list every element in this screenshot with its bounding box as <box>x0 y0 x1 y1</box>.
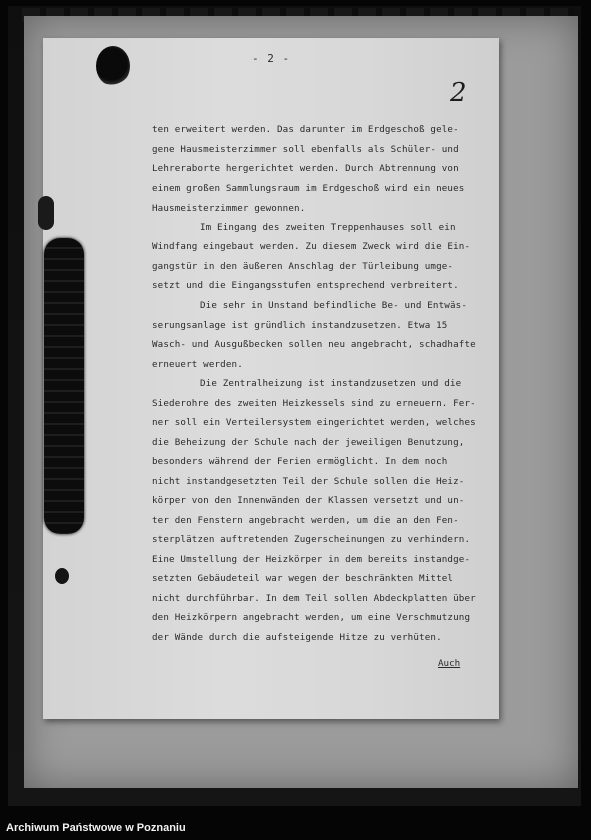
text-line: Wasch- und Ausgußbecken sollen neu angebracht, schadhafte <box>152 339 476 350</box>
text-line: serungsanlage ist gründlich instandzusetzen. Etwa 15 <box>152 320 448 331</box>
text-line: Die sehr in Unstand befindliche Be- und Entwäs- <box>200 300 468 311</box>
text-line: ten erweitert werden. Das darunter im Erdgeschoß gele- <box>152 124 459 135</box>
binding-strip <box>44 238 84 534</box>
text-line: setzt und die Eingangsstufen entsprechend verbreitert. <box>152 280 459 291</box>
text-line: Hausmeisterzimmer gewonnen. <box>152 203 306 214</box>
text-line: besonders während der Ferien ermöglicht. In dem noch <box>152 456 448 467</box>
text-line: Die Zentralheizung ist instandzusetzen und die <box>200 378 462 389</box>
text-line: erneuert werden. <box>152 359 243 370</box>
punch-hole-top <box>96 46 130 86</box>
text-line: körper von den Innenwänden der Klassen versetzt und un- <box>152 495 465 506</box>
handwritten-page-number: 2 <box>450 78 467 108</box>
punch-hole-bottom <box>55 568 69 584</box>
catchword: Auch <box>438 658 461 669</box>
text-line: gangstür in den äußeren Anschlag der Türleibung umge- <box>152 261 454 272</box>
text-line: Windfang eingebaut werden. Zu diesem Zweck wird die Ein- <box>152 241 471 252</box>
text-line: Im Eingang des zweiten Treppenhauses soll ein <box>200 222 456 233</box>
text-line: nicht instandgesetzten Teil der Schule sollen die Heiz- <box>152 476 465 487</box>
text-line: nicht durchführbar. In dem Teil sollen Abdeckplatten über <box>152 593 476 604</box>
text-line: gene Hausmeisterzimmer soll ebenfalls als Schüler- und <box>152 144 459 155</box>
text-line: ner soll ein Verteilersystem eingerichtet werden, welches <box>152 417 476 428</box>
text-line: Eine Umstellung der Heizkörper in dem bereits instandge- <box>152 554 471 565</box>
text-line: sterplätzen auftretenden Zugerscheinungen zu verhindern. <box>152 534 471 545</box>
text-line: setzten Gebäudeteil war wegen der beschränkten Mittel <box>152 573 454 584</box>
text-line: ter den Fenstern angebracht werden, um die an den Fen- <box>152 515 459 526</box>
text-line: den Heizkörpern angebracht werden, um eine Verschmutzung <box>152 612 471 623</box>
text-line: einem großen Sammlungsraum im Erdgeschoß wird ein neues <box>152 183 465 194</box>
page-number: - 2 - <box>252 52 291 65</box>
binding-spot <box>38 196 54 230</box>
text-line: der Wände durch die aufsteigende Hitze zu verhüten. <box>152 632 442 643</box>
archive-name: Archiwum Państwowe w Poznaniu <box>6 822 186 834</box>
text-line: die Beheizung der Schule nach der jeweiligen Benutzung, <box>152 437 465 448</box>
text-line: Siederohre des zweiten Heizkessels sind zu erneuern. Fer- <box>152 398 476 409</box>
text-line: Lehreraborte hergerichtet werden. Durch Abtrennung von <box>152 163 459 174</box>
